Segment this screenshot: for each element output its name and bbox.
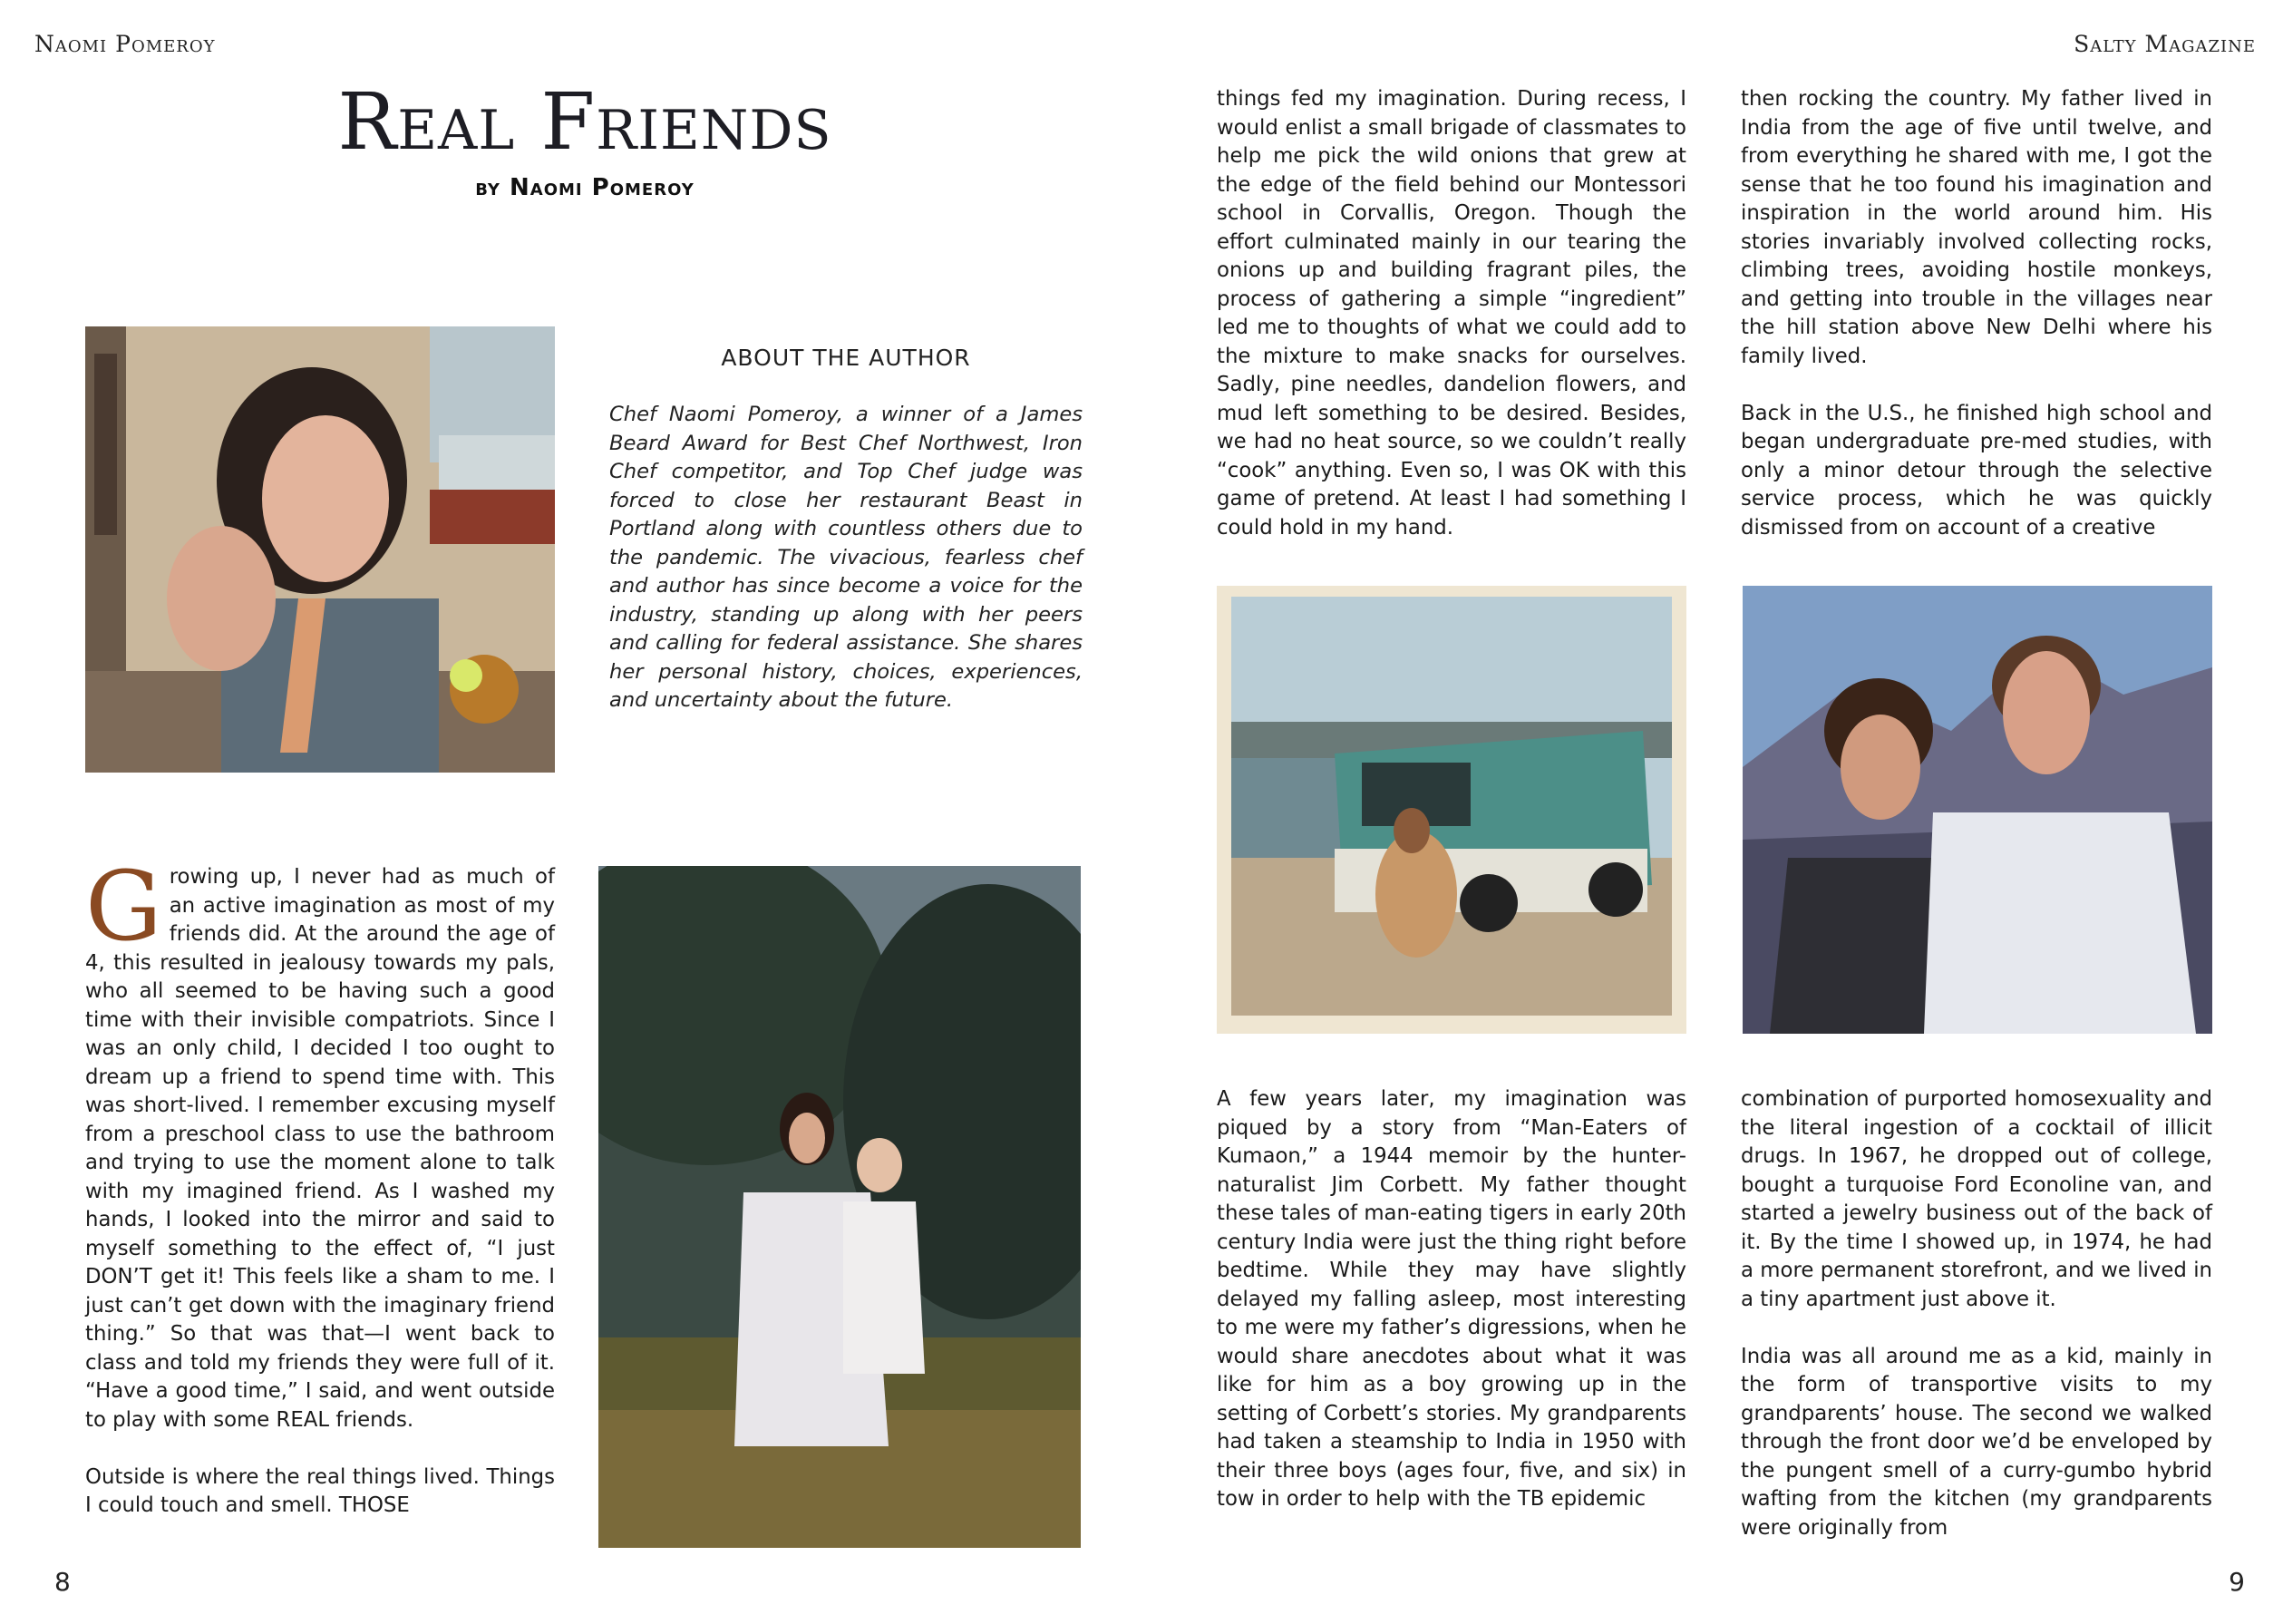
running-header-left: Naomi Pomeroy bbox=[34, 31, 216, 57]
body-paragraph: Back in the U.S., he finished high school and began undergraduate pre-med studies, with only a minor detour through the selective service process, which he was quickly dismissed from on account of a creative bbox=[1741, 401, 2212, 540]
body-paragraph: Outside is where the real things lived. Things I could touch and smell. THOSE bbox=[85, 1464, 555, 1517]
body-paragraph: combination of purported homosexuality and the literal ingestion of a cocktail of illicit drugs. In 1967, he dropped out of college, bought a turquoise Ford Econoline van, and started a jewelry business out of the back of it. By the time I showed up, in 1974, he had a more permanent storefront, and we lived in a tiny apartment just above it. bbox=[1741, 1087, 2212, 1311]
about-author-text: Chef Naomi Pomeroy, a winner of a James Beard Award for Best Chef Northwest, Iron Chef competitor, and Top Chef judge was forced to close her restaurant Beast in Portland along with countless others due to the pandemic. The vivacious, fearless chef and author has since become a voice for the industry, standing up along with her peers and calling for federal assistance. She shares her personal history, choices, experiences, and uncertainty about the future. bbox=[609, 403, 1083, 712]
body-column-4-bottom bbox=[1741, 1085, 2212, 1542]
page-number-right: 9 bbox=[2229, 1567, 2245, 1597]
body-column-3-top: things fed my imagination. During recess, I would enlist a small brigade of classmates to help me pick the wild onions that grew at the edge of the field behind our Montessori school in Corvallis, Oregon. Though the effort culminated mainly in our tearing the onions up and building fragrant piles, the process of gathering a simple “ingredient” led me to thoughts of what we could add to the mixture to make snacks for ourselves. Sadly, pine needles, dandelion flowers, and mud left something to be desired. Besides, we had no heat source, so we couldn’t really “cook” anything. Even so, I was OK with this game of pretend. At least I had something I could hold in my hand. bbox=[1217, 87, 1686, 540]
running-header-right: Salty Magazine bbox=[2074, 31, 2256, 57]
drop-cap: G bbox=[85, 851, 162, 962]
body-paragraph bbox=[85, 851, 555, 1434]
body-paragraph: then rocking the country. My father lived in India from the age of five until twelve, and from everything he shared with me, I got the sense that he too found his imagination and inspiration in the world around him. His stories invariably involved collecting rocks, climbing trees, avoiding hostile monkeys, and getting into trouble in the villages near the hill station above New Delhi where his family lived. bbox=[1741, 87, 2212, 368]
van-dog-photo bbox=[1217, 586, 1686, 1034]
body-column-3-bottom: A few years later, my imagination was piqued by a story from “Man-Eaters of Kumaon,” a 1944 memoir by the hunter-naturalist Jim Corbett. My father thought these tales of man-eating tigers in early 20th century India were just the thing right before bedtime. While they may have slightly delayed my falling asleep, most interesting to me were my father’s digressions, when he would share anecdotes about what it was like for him as a boy growing up in the setting of Corbett’s stories. My grandparents had taken a steamship to India in 1950 with their three boys (ages four, five, and six) in tow in order to help with the TB epidemic bbox=[1217, 1087, 1686, 1511]
body-column-1 bbox=[85, 851, 555, 1521]
article-title: Real Friends bbox=[337, 77, 832, 168]
body-paragraph-text: rowing up, I never had as much of an active imagination as most of my friends did. At the around the age of 4, this resulted in jealousy towards my pals, who all seemed to be having such a good time with their invisible compatriots. Since I was an only child, I decided I too ought to dream up a friend to spend time with. This was short-lived. I remember excusing myself from a preschool class to use the bathroom and trying to use the moment alone to talk with my imagined friend. As I washed my hands, I looked into the mirror and said to myself something to the effect of, “I just DON’T get it! This feels like a sham to me. I just can’t get down with the imaginary friend thing.” So that was that—I went back to class and told my friends they were full of it. “Have a good time,” I said, and went outside to play with some REAL friends. bbox=[85, 865, 555, 1432]
page-number-left: 8 bbox=[54, 1567, 71, 1597]
two-people-photo bbox=[1743, 586, 2212, 1034]
mother-child-photo bbox=[598, 866, 1081, 1548]
author-portrait-photo bbox=[85, 326, 555, 773]
body-column-4-top bbox=[1741, 85, 2212, 542]
body-paragraph: India was all around me as a kid, mainly in the form of transportive visits to my grandparents’ house. The second we walked through the front door we’d be enveloped by the pungent smell of a curry-gumbo hybrid wafting from the kitchen (my grandparents were originally from bbox=[1741, 1344, 2212, 1540]
about-author-heading: ABOUT THE AUTHOR bbox=[721, 345, 971, 371]
article-byline: by Naomi Pomeroy bbox=[475, 174, 695, 201]
